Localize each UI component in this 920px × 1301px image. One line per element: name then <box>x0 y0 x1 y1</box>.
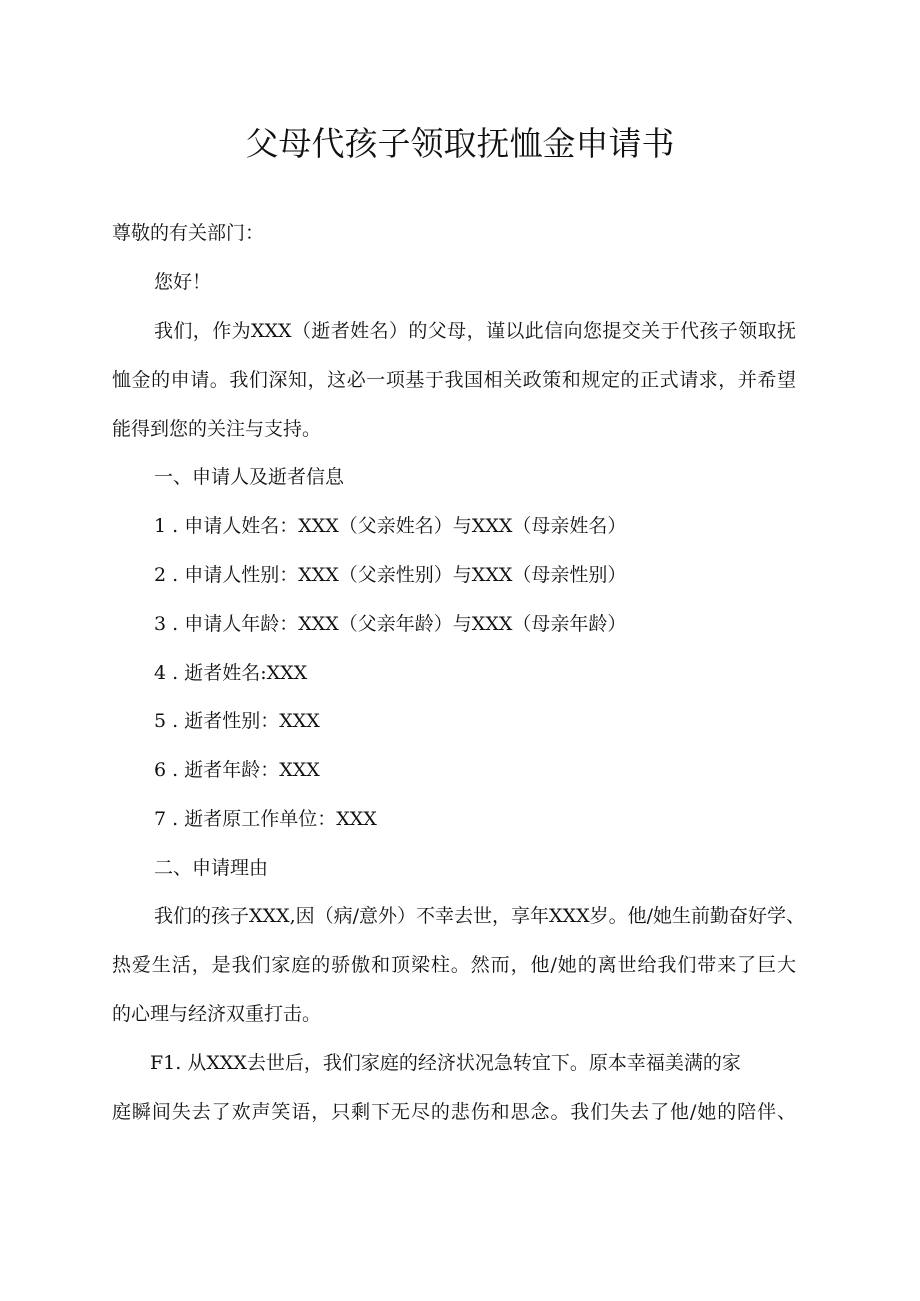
f1-line-1: F1. 从XXX去世后，我们家庭的经济状况急转宜下。原本幸福美满的家 <box>150 1052 741 1074</box>
greeting: 您好！ <box>154 271 212 293</box>
salutation: 尊敬的有关部门： <box>112 222 265 244</box>
reason-line-3: 的心理与经济双重打击。 <box>112 1003 322 1025</box>
intro-line-2: 恤金的申请。我们深知，这必一项基于我国相关政策和规定的正式请求，并希望 <box>112 369 796 391</box>
info-item-2: 2 . 申请人性别：XXX（父亲性别）与XXX（母亲性别） <box>154 564 627 586</box>
document-title: 父母代孩子领取抚恤金申请书 <box>245 124 675 163</box>
info-item-6: 6 . 逝者年龄：XXX <box>154 759 320 781</box>
info-item-4: 4 . 逝者姓名:XXX <box>154 662 308 684</box>
f1-line-2: 庭瞬间失去了欢声笑语，只剩下无尽的悲伤和思念。我们失去了他/她的陪伴、 <box>112 1101 796 1123</box>
section1-heading: 一、申请人及逝者信息 <box>154 466 345 488</box>
info-item-3: 3 . 申请人年龄：XXX（父亲年龄）与XXX（母亲年龄） <box>154 613 627 635</box>
reason-line-2: 热爱生活，是我们家庭的骄傲和顶梁柱。然而，他/她的离世给我们带来了巨大 <box>112 954 796 976</box>
intro-line-1: 我们，作为XXX（逝者姓名）的父母，谨以此信向您提交关于代孩子领取抚 <box>154 320 796 342</box>
info-item-7: 7 . 逝者原工作单位：XXX <box>154 808 377 830</box>
section2-heading: 二、申请理由 <box>154 857 269 879</box>
info-item-5: 5 . 逝者性别：XXX <box>154 710 320 732</box>
intro-line-3: 能得到您的关注与支持。 <box>112 418 322 440</box>
info-item-1: 1 . 申请人姓名：XXX（父亲姓名）与XXX（母亲姓名） <box>154 515 627 537</box>
reason-line-1: 我们的孩子XXX,因（病/意外）不幸去世，享年XXX岁。他/她生前勤奋好学、 <box>154 905 806 927</box>
